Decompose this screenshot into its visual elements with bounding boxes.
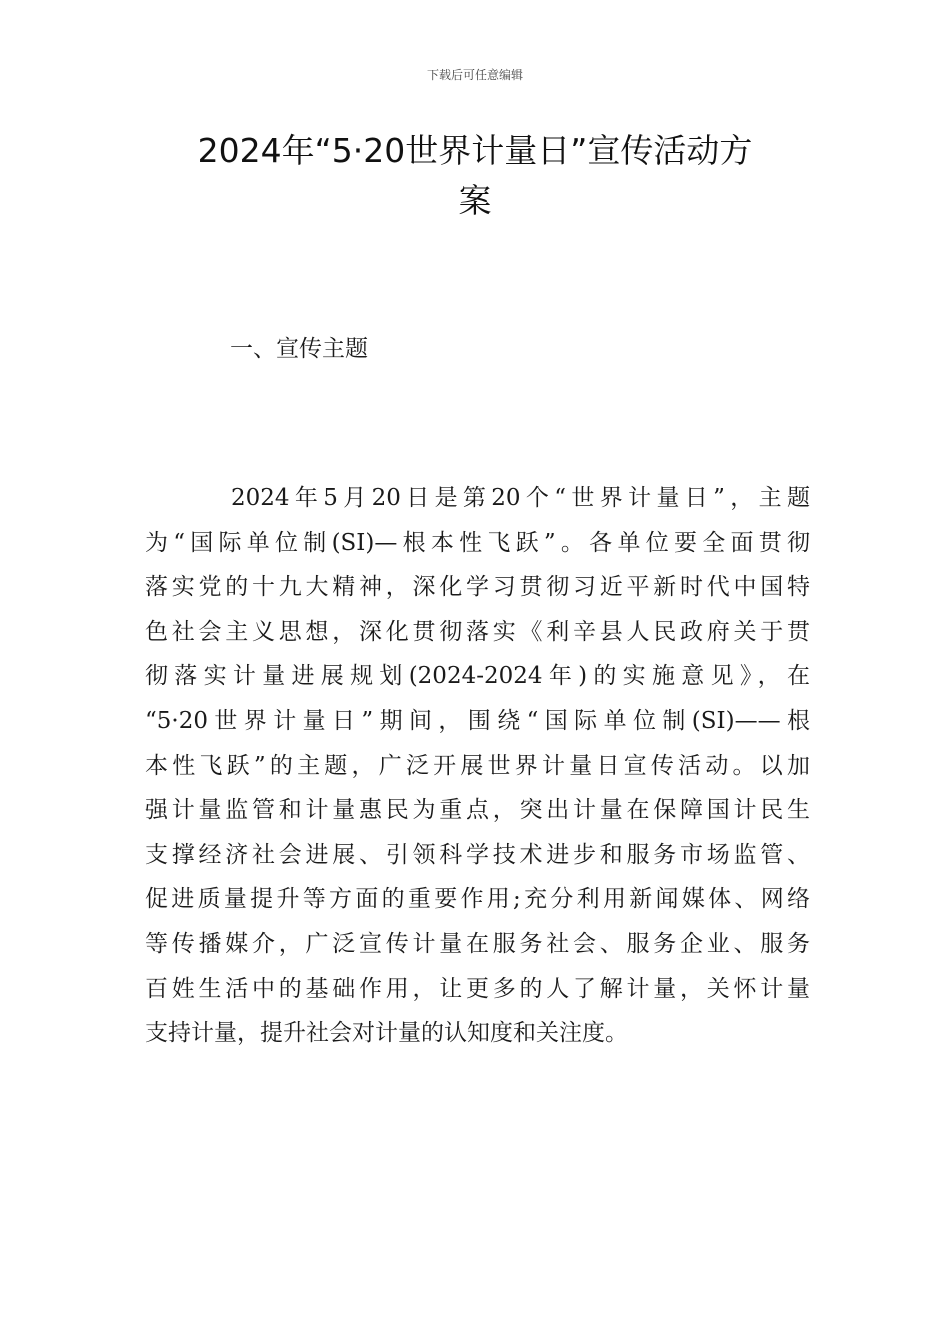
paragraph-line: 本性飞跃”的主题，广泛开展世界计量日宣传活动。以加 xyxy=(145,752,810,779)
paragraph-line: 为“国际单位制(SI)—根本性飞跃”。各单位要全面贯彻 xyxy=(145,529,810,556)
paragraph-line: 百姓生活中的基础作用，让更多的人了解计量，关怀计量 xyxy=(145,975,810,1002)
paragraph-line: 彻落实计量进展规划(2024-2024年)的实施意见》，在 xyxy=(145,663,810,690)
paragraph-line: 强计量监管和计量惠民为重点，突出计量在保障国计民生 xyxy=(145,797,810,824)
body-paragraph xyxy=(145,476,810,1056)
paragraph-line: 2024年5月20日是第20个“世界计量日”，主题 xyxy=(231,485,810,511)
paragraph-line: 支撑经济社会进展、引领科学技术进步和服务市场监管、 xyxy=(145,841,810,868)
document-title-line: 案 xyxy=(458,181,492,220)
paragraph-line: 促进质量提升等方面的重要作用;充分利用新闻媒体、网络 xyxy=(145,886,810,913)
paragraph-line: 落实党的十九大精神，深化学习贯彻习近平新时代中国特 xyxy=(145,574,810,601)
paragraph-line: 支持计量，提升社会对计量的认知度和关注度。 xyxy=(145,1020,628,1047)
paragraph-line: 等传播媒介，广泛宣传计量在服务社会、服务企业、服务 xyxy=(145,930,810,957)
paragraph-line: “5·20世界计量日”期间，围绕“国际单位制(SI)——根 xyxy=(145,707,810,734)
paragraph-line: 色社会主义思想，深化贯彻落实《利辛县人民政府关于贯 xyxy=(145,618,810,645)
header-note: 下载后可任意编辑 xyxy=(426,68,523,82)
document-title xyxy=(145,126,805,226)
section-heading: 一、宣传主题 xyxy=(230,336,368,362)
document-title-line: 2024年“5·20世界计量日”宣传活动方 xyxy=(197,131,753,170)
